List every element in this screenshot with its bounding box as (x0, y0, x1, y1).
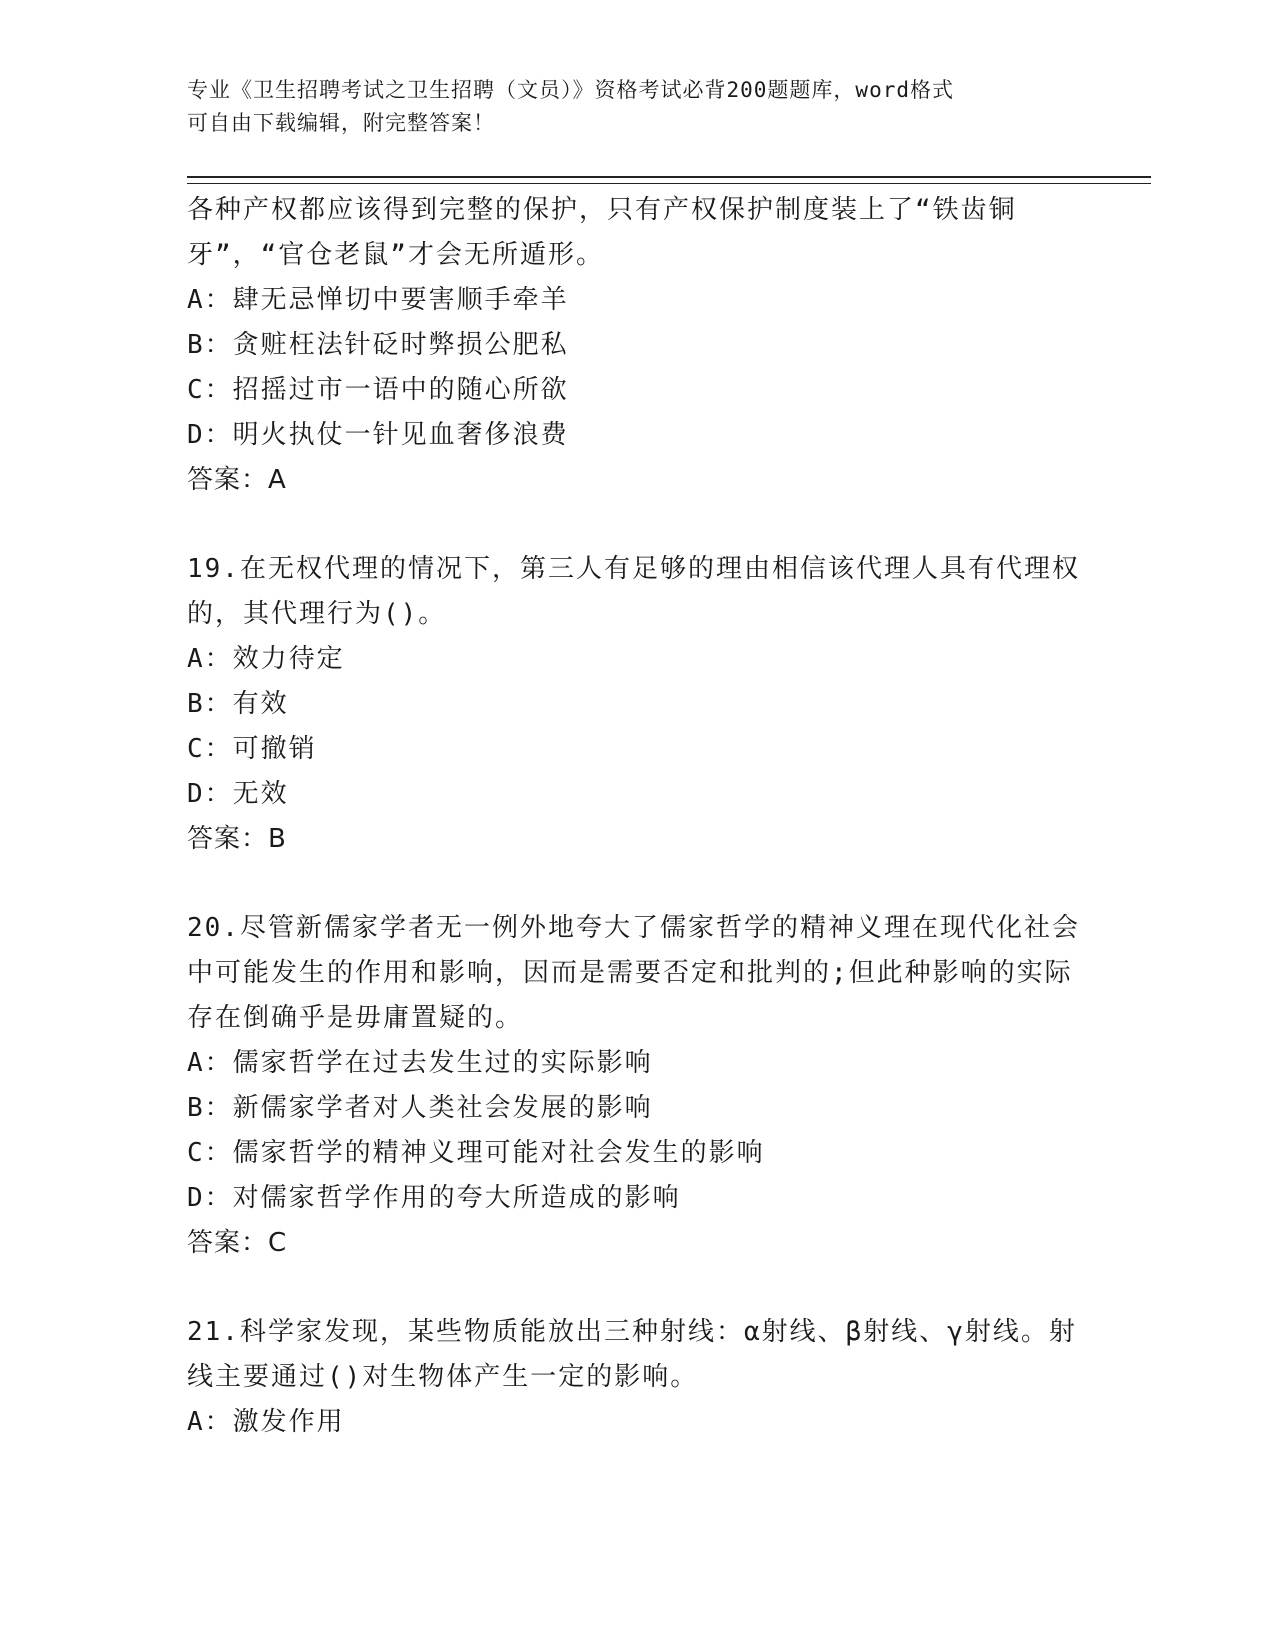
question-stem: 21.科学家发现，某些物质能放出三种射线：α射线、β射线、γ射线。射线主要通过()对生物体产生一定的影响。 (187, 1317, 1077, 1392)
question-block (187, 906, 1082, 1266)
option-a: A：激发作用 (187, 1407, 345, 1437)
option-b: B：新儒家学者对人类社会发展的影响 (187, 1093, 653, 1123)
option-a: A：肆无忌惮切中要害顺手牵羊 (187, 285, 569, 315)
header-line-2: 可自由下载编辑，附完整答案！ (187, 111, 495, 135)
option-c: C：招摇过市一语中的随心所欲 (187, 375, 569, 405)
option-b: B：贪赃枉法针砭时弊损公肥私 (187, 330, 569, 360)
question-stem: 各种产权都应该得到完整的保护，只有产权保护制度装上了“铁齿铜牙”，“官仓老鼠”才会无所遁形。 (187, 195, 1017, 270)
option-d: D：明火执仗一针见血奢侈浪费 (187, 420, 569, 450)
answer-text: 答案：C (187, 1228, 288, 1258)
option-d: D：无效 (187, 779, 289, 809)
option-c: C：儒家哲学的精神义理可能对社会发生的影响 (187, 1138, 765, 1168)
answer-text: 答案：A (187, 465, 287, 495)
document-header (187, 74, 1067, 140)
answer-text: 答案：B (187, 824, 287, 854)
question-stem: 19.在无权代理的情况下，第三人有足够的理由相信该代理人具有代理权的，其代理行为()。 (187, 554, 1080, 629)
option-a: A：效力待定 (187, 644, 345, 674)
option-d: D：对儒家哲学作用的夸大所造成的影响 (187, 1183, 681, 1213)
question-stem: 20.尽管新儒家学者无一例外地夸大了儒家哲学的精神义理在现代化社会中可能发生的作用和影响，因而是需要否定和批判的;但此种影响的实际存在倒确乎是毋庸置疑的。 (187, 913, 1080, 1033)
option-a: A：儒家哲学在过去发生过的实际影响 (187, 1048, 653, 1078)
question-block (187, 547, 1082, 862)
option-b: B：有效 (187, 689, 289, 719)
question-block (187, 1310, 1082, 1445)
option-c: C：可撤销 (187, 734, 317, 764)
header-line-1: 专业《卫生招聘考试之卫生招聘（文员）》资格考试必背200题题库，word格式 (187, 78, 954, 102)
question-block (187, 188, 1082, 503)
question-list (187, 188, 1082, 1445)
header-divider (187, 176, 1151, 184)
